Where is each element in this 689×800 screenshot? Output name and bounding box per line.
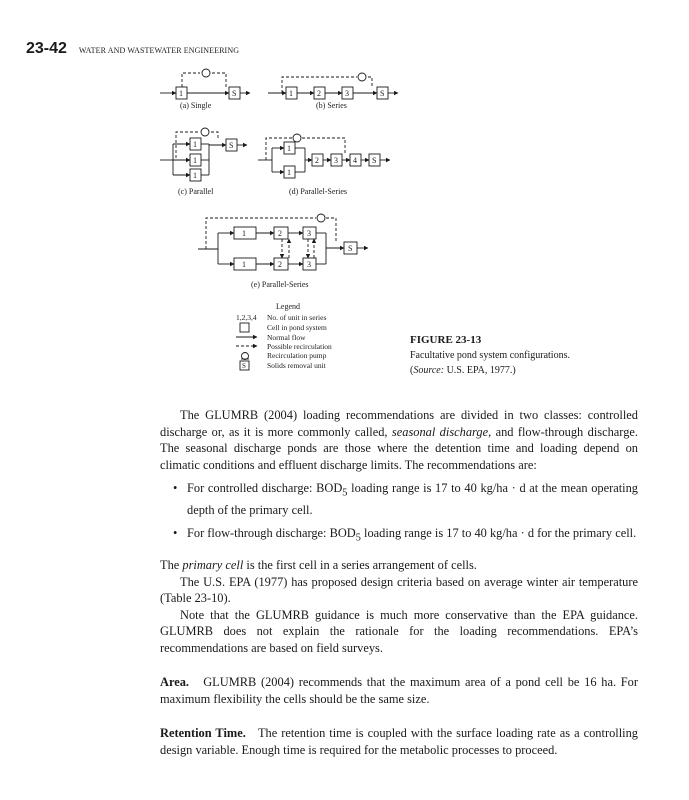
cell-number: 1 — [242, 260, 246, 269]
diagram-parallel — [160, 128, 247, 196]
source-label: Source: — [413, 365, 445, 376]
legend-item: Solids removal unit — [267, 361, 326, 370]
cell-number: 2 — [317, 89, 321, 98]
legend-symbol-s: S — [242, 362, 246, 370]
cell-number: 2 — [278, 229, 282, 238]
bullet-icon: • — [173, 481, 178, 495]
text-run: GLUMRB (2004) recommends that the maximum area of a pond cell be 16 ha. For maximum flexibility the cells should be the same size. — [160, 675, 638, 706]
cell-number: 1 — [193, 171, 197, 180]
cell-number: 4 — [353, 156, 357, 165]
paragraph-retention — [160, 725, 638, 758]
paragraph-area — [160, 674, 638, 707]
list-item — [160, 480, 638, 518]
pump-icon — [202, 69, 210, 77]
cell-number: 3 — [334, 156, 338, 165]
page-number: 23-42 — [26, 40, 67, 57]
legend-item: Cell in pond system — [267, 323, 327, 332]
diagram-parallel-series-d — [258, 134, 390, 196]
cell-number: 2 — [278, 260, 282, 269]
cell-number: S — [380, 89, 385, 98]
diagram-series — [268, 73, 398, 110]
text-run: is the first cell in a series arrangement of cells. — [243, 558, 477, 573]
legend-item: Recirculation pump — [267, 351, 327, 360]
diagram-parallel-series-e — [198, 214, 368, 289]
legend-pump-icon — [242, 353, 249, 360]
cell-number: S — [232, 89, 237, 98]
text-run: The — [160, 558, 183, 573]
text-run: The GLUMRB (2004) loading recommendations are divided in two classes: controlled discharge or, as it is more commonly called, — [160, 408, 638, 439]
running-head: WATER AND WASTEWATER ENGINEERING — [78, 46, 240, 55]
source-citation: U.S. EPA, 1977.) — [444, 365, 516, 376]
cell-number: S — [372, 156, 377, 165]
paragraph-guidance: Note that the GLUMRB guidance is much more conservative than the EPA guidance. GLUMRB does not explain the rationale for the loading recommendations. EPA’s recommendations are based on field surveys. — [160, 607, 638, 655]
emphasis: seasonal discharge, — [391, 424, 492, 439]
legend-title: Legend — [276, 302, 300, 311]
body-text — [160, 407, 638, 758]
cell-number: 2 — [315, 156, 319, 165]
legend-item: Possible recirculation — [267, 342, 332, 351]
area-heading: Area. — [160, 675, 190, 690]
legend-symbol-numbers: 1,2,3,4 — [236, 313, 257, 322]
bullet-icon: • — [173, 526, 178, 541]
source-open-paren: ( — [410, 365, 414, 376]
panel-label: (d) Parallel-Series — [289, 187, 347, 196]
legend-item: No. of unit in series — [267, 313, 327, 322]
panel-label: (e) Parallel-Series — [251, 280, 309, 289]
legend-item: Normal flow — [267, 333, 306, 342]
cell-number: 1 — [193, 156, 197, 165]
cell-number: 3 — [307, 229, 311, 238]
text-run: loading range is 17 to 40 kg/ha · d at the mean operating depth of the primary cell. — [187, 481, 638, 517]
diagram-single — [160, 69, 250, 110]
figure-legend — [236, 302, 332, 370]
pump-icon — [358, 73, 366, 81]
panel-label: (a) Single — [180, 101, 212, 110]
list-item — [160, 525, 638, 547]
figure-caption-text: Facultative pond system configurations. — [410, 350, 570, 361]
cell-number: S — [229, 141, 234, 150]
cell-number: 3 — [307, 260, 311, 269]
text-run: loading range is 17 to 40 kg/ha · d for the primary cell. — [360, 526, 637, 541]
recommendations-list — [160, 480, 638, 547]
paragraph-primary-cell — [160, 557, 638, 574]
pump-icon — [201, 128, 209, 136]
text-run: The retention time is coupled with the surface loading rate as a controlling design variable. Enough time is required for the metabolic processes to proceed. — [160, 726, 638, 757]
emphasis: primary cell — [182, 558, 244, 573]
legend-cell-icon — [240, 323, 249, 332]
figure-source — [410, 363, 660, 378]
pump-icon — [317, 214, 325, 222]
panel-label: (b) Series — [316, 101, 347, 110]
subscript: 5 — [342, 487, 348, 499]
cell-number: S — [348, 244, 353, 253]
text-run: and flow-through discharge. The seasonal discharge ponds are those where the detention time and loading depend on climatic conditions and effluent discharge limits. The recommendations are: — [160, 424, 638, 472]
cell-number: 1 — [289, 89, 293, 98]
cell-number: 1 — [193, 140, 197, 149]
cell-number: 3 — [345, 89, 349, 98]
cell-number: 1 — [242, 229, 246, 238]
pump-icon — [293, 134, 301, 142]
subscript: 5 — [355, 532, 361, 544]
cell-number: 1 — [287, 144, 291, 153]
cell-number: 1 — [287, 168, 291, 177]
retention-heading: Retention Time. — [160, 726, 246, 741]
panel-label: (c) Parallel — [178, 187, 214, 196]
figure-caption — [410, 333, 660, 378]
text-run: For controlled discharge: BOD — [187, 481, 343, 495]
cell-number: 1 — [179, 89, 183, 98]
paragraph-intro — [160, 407, 638, 473]
figure-number: FIGURE 23-13 — [410, 334, 482, 346]
text-run: For flow-through discharge: BOD — [187, 526, 356, 541]
paragraph-epa: The U.S. EPA (1977) has proposed design criteria based on average winter air temperature (Table 23-10). — [160, 574, 638, 606]
